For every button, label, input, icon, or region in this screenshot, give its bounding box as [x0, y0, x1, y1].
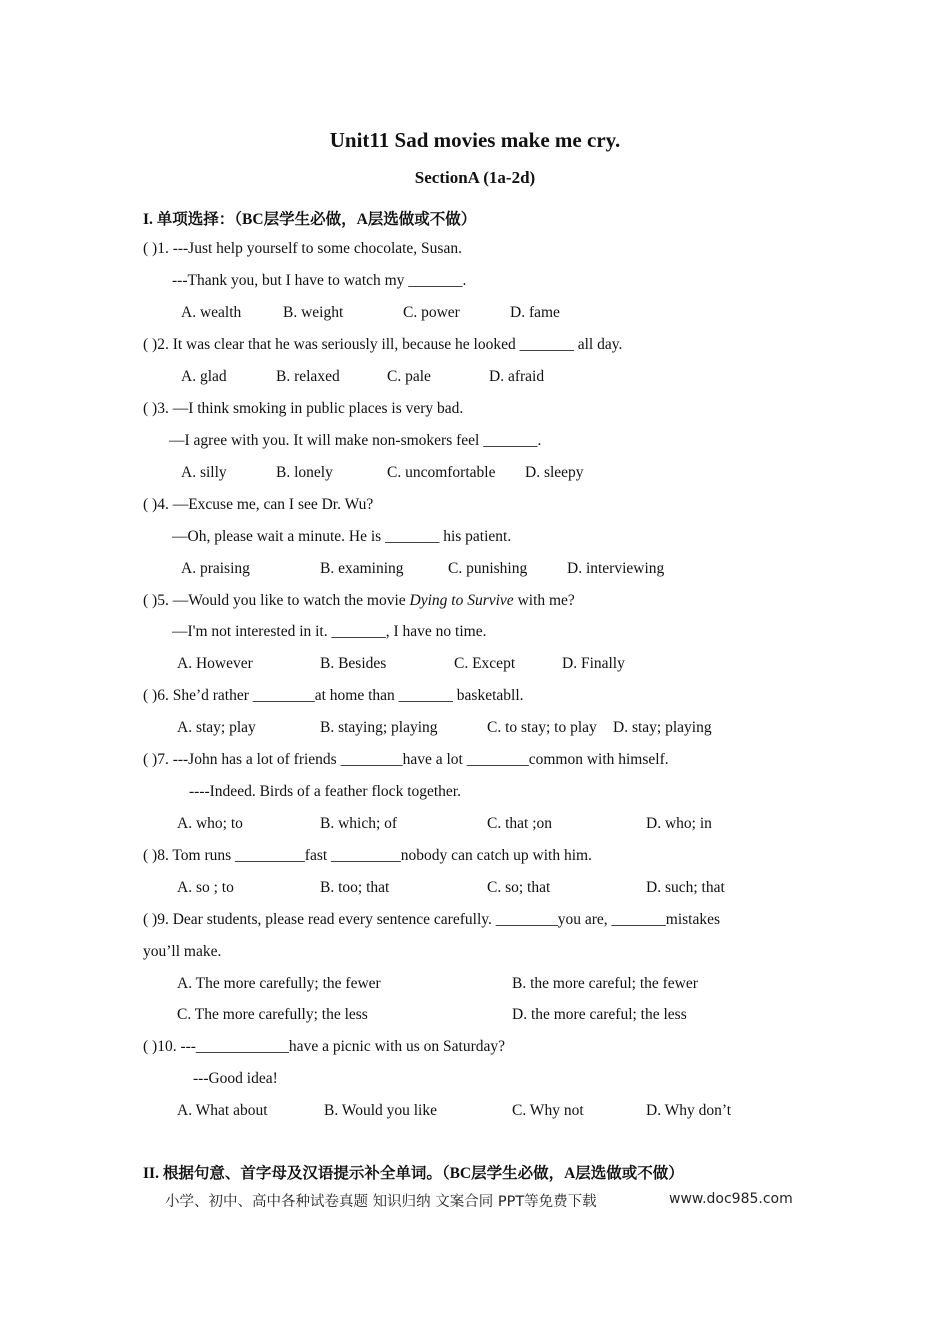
question-5-option-a: A. However — [177, 655, 253, 672]
question-3-line-1: ( )3. —I think smoking in public places is very bad. — [143, 400, 464, 417]
question-8-option-b: B. too; that — [320, 879, 390, 896]
question-5-prefix: ( )5. —Would you like to watch the movie — [143, 592, 410, 609]
movie-title: Dying to Survive — [409, 592, 514, 609]
question-10-option-b: B. Would you like — [324, 1102, 437, 1119]
question-7-option-d: D. who; in — [646, 815, 712, 832]
question-3-option-d: D. sleepy — [525, 464, 584, 481]
question-2-option-b: B. relaxed — [276, 368, 340, 385]
question-5-option-c: C. Except — [454, 655, 516, 672]
footer-text: 小学、初中、高中各种试卷真题 知识归纳 文案合同 PPT等免费下载 — [165, 1194, 597, 1210]
question-2-option-c: C. pale — [387, 368, 431, 385]
question-1-line-1: ( )1. ---Just help yourself to some chocolate, Susan. — [143, 240, 462, 257]
question-7-line-1: ( )7. ---John has a lot of friends ________have a lot ________common with himself. — [143, 751, 669, 768]
question-1-option-c: C. power — [403, 304, 460, 321]
question-2-option-a: A. glad — [181, 368, 227, 385]
question-10-line-1: ( )10. ---____________have a picnic with us on Saturday? — [143, 1038, 506, 1055]
question-9-option-b: B. the more careful; the fewer — [512, 975, 698, 992]
question-3-option-b: B. lonely — [276, 464, 333, 481]
question-1-option-d: D. fame — [510, 304, 560, 321]
question-1-option-b: B. weight — [283, 304, 344, 321]
question-3-option-c: C. uncomfortable — [387, 464, 496, 481]
question-9-line-2: you’ll make. — [143, 943, 222, 960]
question-6-option-b: B. staying; playing — [320, 719, 438, 736]
question-10-option-d: D. Why don’t — [646, 1102, 732, 1119]
question-9-option-c: C. The more carefully; the less — [177, 1006, 368, 1023]
page-subtitle: SectionA (1a-2d) — [414, 168, 536, 187]
question-5-line-2: —I'm not interested in it. _______, I have no time. — [172, 623, 487, 640]
question-7-line-2: ----Indeed. Birds of a feather flock together. — [189, 783, 461, 800]
question-7-option-b: B. which; of — [320, 815, 398, 832]
question-4-option-c: C. punishing — [448, 560, 528, 577]
question-4-line-1: ( )4. —Excuse me, can I see Dr. Wu? — [143, 496, 374, 513]
footer-url[interactable]: www.doc985.com — [669, 1191, 793, 1207]
question-4-option-b: B. examining — [320, 560, 404, 577]
question-6-line-1: ( )6. She’d rather ________at home than _______ basketabll. — [143, 687, 524, 704]
question-10-option-a: A. What about — [177, 1102, 268, 1119]
question-5-option-d: D. Finally — [562, 655, 625, 672]
question-5-suffix: with me? — [513, 592, 575, 609]
question-8-option-d: D. such; that — [646, 879, 725, 896]
question-9-option-a: A. The more carefully; the fewer — [177, 975, 381, 992]
question-5-line-1 — [143, 591, 575, 611]
question-8-option-a: A. so ; to — [177, 879, 234, 896]
question-8-line-1: ( )8. Tom runs _________fast _________nobody can catch up with him. — [143, 847, 592, 864]
question-4-option-a: A. praising — [181, 560, 250, 577]
question-3-option-a: A. silly — [181, 464, 227, 481]
question-1-option-a: A. wealth — [181, 304, 242, 321]
question-5-option-b: B. Besides — [320, 655, 387, 672]
question-6-option-d: D. stay; playing — [613, 719, 712, 736]
question-1-line-2: ---Thank you, but I have to watch my _______. — [172, 272, 467, 289]
page-title: Unit11 Sad movies make me cry. — [329, 128, 621, 152]
section-1-heading: I. 单项选择：（BC层学生必做，A层选做或不做） — [143, 211, 477, 228]
question-8-option-c: C. so; that — [487, 879, 551, 896]
question-9-line-1: ( )9. Dear students, please read every sentence carefully. ________you are, _______mistakes — [143, 911, 721, 928]
question-7-option-c: C. that ;on — [487, 815, 553, 832]
question-4-line-2: —Oh, please wait a minute. He is _______ his patient. — [172, 528, 512, 545]
question-10-option-c: C. Why not — [512, 1102, 584, 1119]
question-3-line-2: —I agree with you. It will make non-smokers feel _______. — [169, 432, 542, 449]
question-10-line-2: ---Good idea! — [193, 1070, 278, 1087]
question-6-option-a: A. stay; play — [177, 719, 256, 736]
question-2-option-d: D. afraid — [489, 368, 545, 385]
question-4-option-d: D. interviewing — [567, 560, 665, 577]
question-9-option-d: D. the more careful; the less — [512, 1006, 687, 1023]
question-2-line-1: ( )2. It was clear that he was seriously ill, because he looked _______ all day. — [143, 336, 623, 353]
question-6-option-c: C. to stay; to play — [487, 719, 597, 736]
question-7-option-a: A. who; to — [177, 815, 243, 832]
section-2-heading: II. 根据句意、首字母及汉语提示补全单词。（BC层学生必做，A层选做或不做） — [143, 1165, 684, 1182]
